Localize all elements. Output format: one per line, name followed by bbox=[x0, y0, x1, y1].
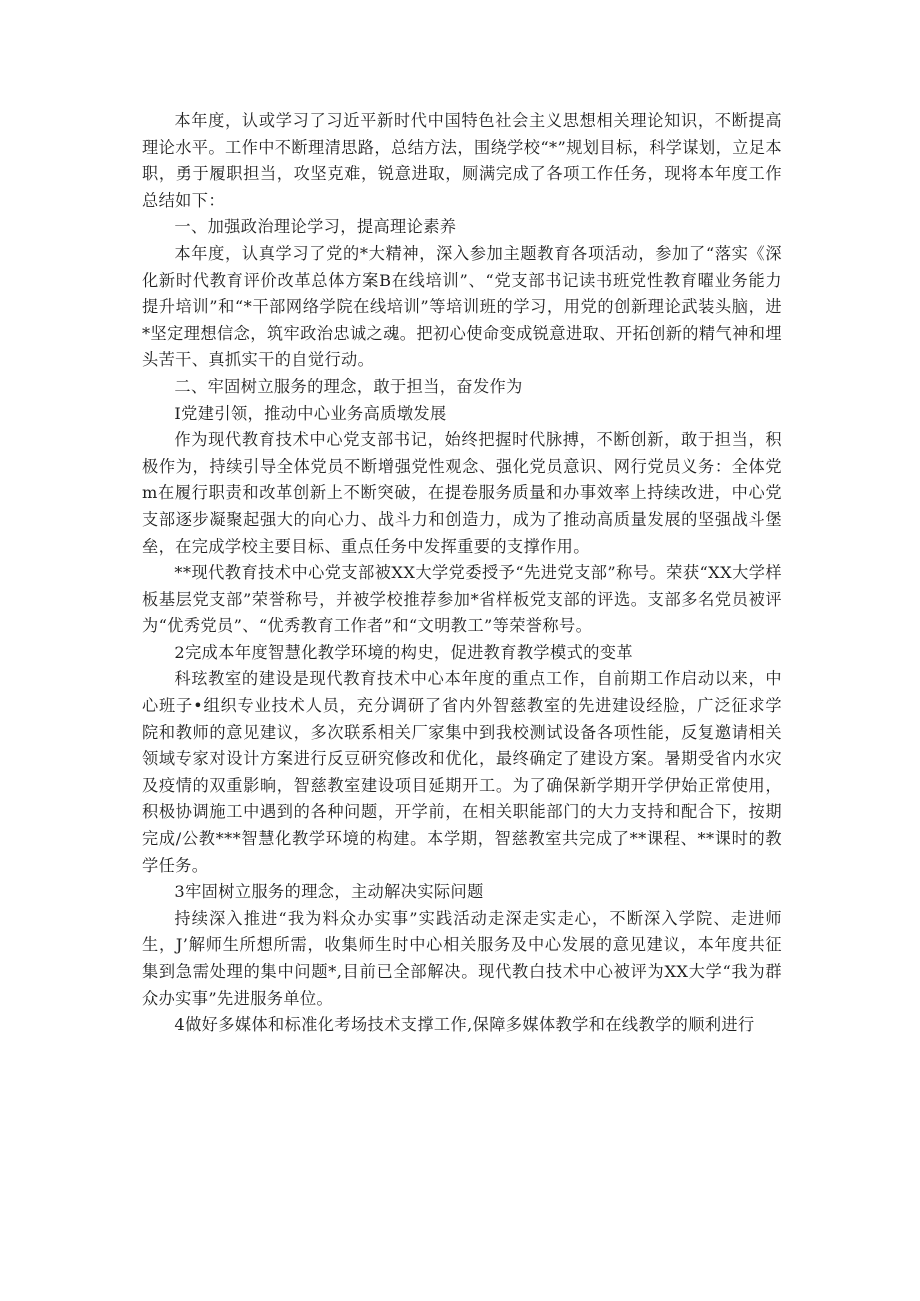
subsection-heading-2: 2完成本年度智慧化教学环境的构史，促进教育教学模式的变革 bbox=[174, 642, 633, 662]
study-paragraph: 本年度，认真学习了党的*大精神，深入参加主题教育各项活动，参加了“落实《深化新时代教育评价改革总体方案B在线培训”、“党支部书记读书班党性教育曜业务能力提升培训”和“*干部网络学院在线培训”等培训班的学习，用党的创新理论武装头脑，进*坚定理想信念，筑牢政治忠诚之魂。把初心使命变成锐意进取、开拓创新的精气神和埋头苦干、真抓实干的自觉行动。 bbox=[142, 243, 782, 370]
section-heading-2: 二、牢固树立服务的理念，敢于担当，奋发作为 bbox=[174, 376, 523, 396]
party-building-paragraph: 作为现代教育技术中心党支部书记，始终把握时代脉搏，不断创新，敢于担当，积极作为，持续引导全体党员不断增强党性观念、强化党员意识、网行党员义务：全体党m在履行职责和改革创新上不断突破，在提卷服务质量和办事效率上持续改进，中心党支部逐步凝聚起强大的向心力、战斗力和创造力，成为了推动高质量发展的坚强战斗堡垒，在完成学校主要目标、重点任务中发挥重要的支撑作用。 bbox=[142, 430, 782, 556]
subsection-heading-4: 4做好多媒体和标准化考场技术支撑工作,保障多媒体教学和在线教学的顺利进行 bbox=[174, 1015, 755, 1035]
subsection-heading-3: 3牢固树立服务的理念，主动解决实际问题 bbox=[174, 882, 484, 902]
smart-classroom-paragraph: 科玹教室的建设是现代教育技术中心本年度的重点工作，自前期工作启动以来，中心班子•组织专业技术人员，充分调研了省内外智慈教室的先进建设经脸，广泛征求学院和教师的意见建议，多次联系相关厂家集中到我校测试设备各项性能，反复邀请相关领域专家对设计方案进行反豆研究修改和优化，最终确定了建设方案。暑期受省内水灾及疫情的双重影晌，智慈教室建设项目延期开工。为了确保新学期开学伊始正常使用，积极协调施工中遇到的各种问题，开学前，在相关职能部门的大力支持和配合下，按期完成/公教***智慧化教学环境的构建。本学期，智慈教室共完成了**课程、**课时的教学任务。 bbox=[142, 669, 782, 875]
subsection-heading-1: I党建引领，推动中心业务高质墩发展 bbox=[174, 403, 447, 423]
service-paragraph: 持续深入推进“我为料众办实事”实践活动走深走实走心，不断深入学院、走进师生，J’解师生所想所需，收集师生时中心相关服务及中心发展的意见建议，本年度共征集到急需处理的集中问题*,目前已全部解决。现代教白技术中心被评为XX大学“我为群众办实事”先进服务单位。 bbox=[142, 908, 782, 1008]
section-heading-1: 一、加强政治理论学习，提高理论素养 bbox=[174, 217, 457, 237]
document-page bbox=[142, 108, 782, 1039]
intro-paragraph: 本年度，认或学习了习近平新时代中国特色社会主义思想相关理论知识，不断提高理论水平。工作中不断理清思路，总结方法，围绕学校“*”规划目标，科学谋划，立足本职，勇于履职担当，攻坚克难，锐意进取，厕满完成了各项工作任务，现将本年度工作总结如下： bbox=[142, 111, 782, 210]
honors-paragraph: **现代教育技术中心党支部被XX大学党委授予“先进党支部”称号。荣获“XX大学样板基层党支部”荣誉称号，并被学校推荐参加*省样板党支部的评选。支部多名党员被评为“优秀党员”、“优秀教育工作者”和“文明教工”等荣誉称号。 bbox=[142, 563, 782, 636]
